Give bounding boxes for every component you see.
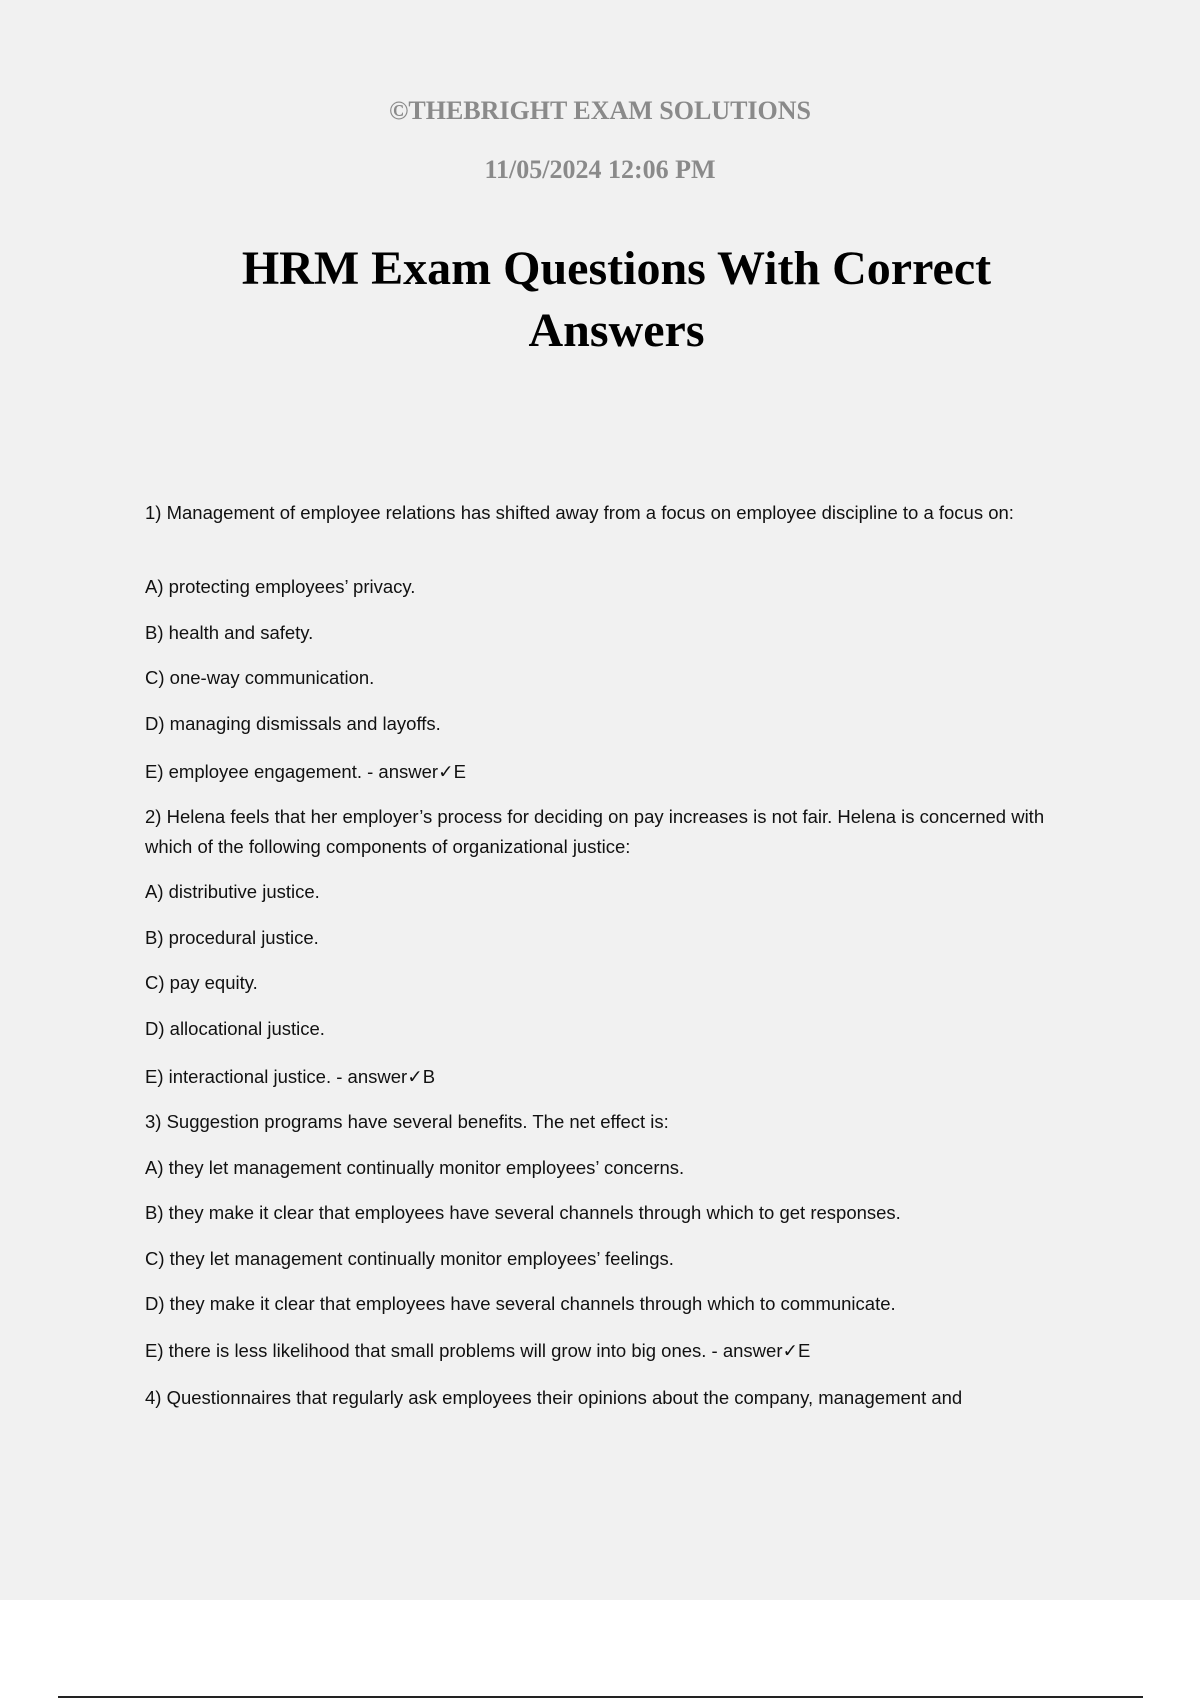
option-text: E) interactional justice. - answer: [145, 1066, 408, 1087]
question-1-stem: 1) Management of employee relations has shifted away from a focus on employee discipline to a focus on:: [145, 502, 1014, 523]
option-text: E) there is less likelihood that small problems will grow into big ones. - answer: [145, 1340, 783, 1361]
question-2-option-c: C) pay equity.: [145, 972, 258, 993]
question-1-option-c: C) one-way communication.: [145, 667, 375, 688]
answer-letter: B: [422, 1066, 436, 1087]
question-4-stem: 4) Questionnaires that regularly ask employees their opinions about the company, management and: [145, 1387, 963, 1408]
question-3-option-d: D) they make it clear that employees have several channels through which to communicate.: [145, 1293, 896, 1314]
date-stamp: 11/05/2024 12:06 PM: [484, 155, 716, 184]
question-3-option-a: A) they let management continually monitor employees’ concerns.: [145, 1157, 685, 1178]
answer-letter: E: [453, 761, 466, 782]
question-1-option-d: D) managing dismissals and layoffs.: [145, 713, 441, 734]
question-3-option-c: C) they let management continually monitor employees’ feelings.: [145, 1248, 674, 1269]
question-3-option-b: B) they make it clear that employees have several channels through which to get responses.: [145, 1202, 901, 1223]
question-3-option-e: [145, 1336, 1090, 1367]
question-1-option-b: B) health and safety.: [145, 622, 314, 643]
question-2-option-d: D) allocational justice.: [145, 1018, 325, 1039]
option-text: E) employee engagement. - answer: [145, 761, 439, 782]
question-1-option-a: A) protecting employees’ privacy.: [145, 576, 416, 597]
question-1-option-e: [145, 757, 1090, 788]
question-2-option-a: A) distributive justice.: [145, 881, 320, 902]
brand-header: ©THEBRIGHT EXAM SOLUTIONS: [388, 96, 812, 125]
page-divider: [58, 1696, 1143, 1698]
checkmark-icon: ✓: [407, 1067, 423, 1088]
question-2-option-b: B) procedural justice.: [145, 927, 319, 948]
question-3-stem: 3) Suggestion programs have several benefits. The net effect is:: [145, 1111, 669, 1132]
question-2-option-e: [145, 1062, 1090, 1093]
answer-letter: E: [798, 1340, 811, 1361]
checkmark-icon: ✓: [782, 1341, 799, 1362]
question-2-stem: 2) Helena feels that her employer’s process for deciding on pay increases is not fair. Helena is concerned with which of the following components of organizational justice:: [145, 806, 1045, 857]
document-title: HRM Exam Questions With Correct Answers: [241, 242, 992, 357]
checkmark-icon: ✓: [438, 762, 454, 783]
